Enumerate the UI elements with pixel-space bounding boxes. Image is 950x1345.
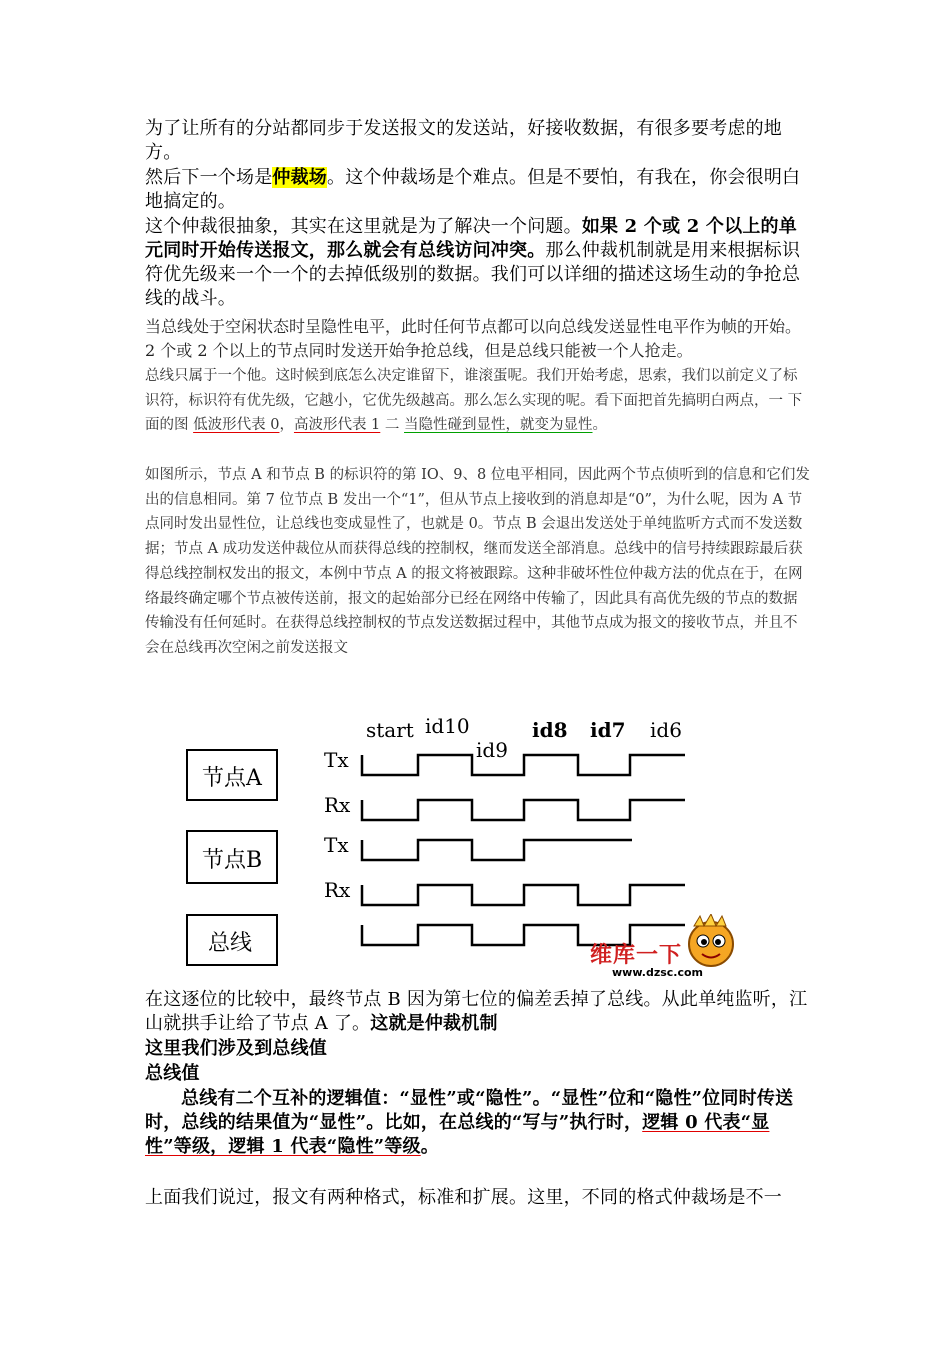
bit-label-id7: id7	[590, 718, 626, 742]
signal-label-rx-a: Rx	[324, 793, 351, 817]
bit-label-id9: id9	[476, 738, 508, 762]
waveform-tx-a	[362, 755, 685, 775]
paragraph-7	[145, 988, 810, 1036]
box-label-node-b: 节点B	[202, 848, 263, 873]
text: 。这个仲裁场是个难点。但是不要怕，有我在，你会很明白地搞定的。	[145, 167, 801, 212]
text: 这个仲裁很抽象，其实在这里就是为了解决一个问题。	[145, 216, 582, 237]
underlined-text: 低波形代表 0	[193, 417, 280, 434]
waveform-rx-b	[362, 885, 685, 905]
bit-label-id6: id6	[650, 718, 682, 742]
heading-text: 总线值	[145, 1063, 200, 1084]
text: 总线只属于一个他。这时候到底怎么决定谁留下，谁滚蛋呢。我们开始考虑，思索，我们以前定义了标识符，标识符有优先级，它越小，它优先级越高。那么怎么实现的呢。看下面把首先搞明白两点，一 下面的图	[145, 368, 803, 434]
paragraph-9	[145, 1186, 810, 1210]
text: 当总线处于空闲状态时呈隐性电平，此时任何节点都可以向总线发送显性电平作为帧的开始。2 个或 2 个以上的节点同时发送开始争抢总线，但是总线只能被一个人抢走。	[145, 317, 802, 360]
waveform-rx-a	[362, 800, 685, 820]
text: ，	[279, 417, 294, 434]
bit-label-start: start	[366, 718, 414, 742]
underlined-text: 逻辑 0 代表“显性”等级，逻辑 1 代表“隐性”等级	[145, 1112, 770, 1157]
heading-text: 这里我们涉及到总线值	[145, 1038, 327, 1059]
heading-bus-value	[145, 1062, 810, 1086]
text: 为了让所有的分站都同步于发送报文的发送站，好接收数据，有很多要考虑的地方。	[145, 118, 782, 163]
text: 那么仲裁机制就是用来根据标识符优先级来一个一个的去掉低级别的数据。我们可以详细的描述这场生动的争抢总线的战斗。	[145, 240, 801, 309]
text: 然后下一个场是	[145, 167, 273, 188]
highlighted-term: 仲裁场	[272, 167, 328, 188]
bit-label-id8: id8	[532, 718, 568, 742]
watermark-text: 维库一下	[590, 943, 683, 968]
paragraph-1	[145, 117, 810, 165]
box-label-bus: 总线	[208, 931, 253, 956]
bold-text: 总线有二个互补的逻辑值：“显性”或“隐性”。“显性”位和“隐性”位同时传送时，总线的结果值为“显性”。比如，在总线的“写与”执行时，	[145, 1088, 794, 1133]
text: 。	[592, 417, 608, 434]
signal-label-tx-b: Tx	[324, 833, 349, 857]
watermark-url: www.dzsc.com	[612, 966, 704, 979]
text: 在这逐位的比较中，最终节点 B 因为第七位的偏差丢掉了总线。从此单纯监听，江山就拱手让给了节点 A 了。	[145, 989, 808, 1034]
text: 上面我们说过，报文有两种格式，标准和扩展。这里，不同的格式仲裁场是不一	[145, 1187, 782, 1208]
bit-label-id10: id10	[425, 714, 470, 738]
waveform-tx-b	[362, 840, 632, 860]
paragraph-4	[145, 315, 810, 363]
signal-label-tx-a: Tx	[324, 748, 349, 772]
paragraph-6	[145, 463, 810, 661]
signal-label-rx-b: Rx	[324, 878, 351, 902]
watermark-logo	[590, 912, 750, 984]
underlined-text: 当隐性碰到显性，就变为显性	[404, 417, 593, 434]
heading-bus-value-intro	[145, 1037, 810, 1061]
paragraph-3	[145, 215, 810, 311]
cartoon-mascot-icon	[682, 914, 740, 972]
text: 如图所示，节点 A 和节点 B 的标识符的第 IO、9、8 位电平相同，因此两个节点侦听到的信息和它们发出的信息相同。第 7 位节点 B 发出一个“1”，但从节点上接收到的消息却是“0”，为什么呢，因为 A 节点同时发出显性位，让总线也变成显性了，也就是 0。节点 B 会退出发送处于单纯监听方式而不发送数据；节点 A 成功发送仲裁位从而获得总线的控制权，继而发送全部消息。总线中的信号持续跟踪最后获得总线控制权发出的报文，本例中节点 A 的报文将被跟踪。这种非破坏性位仲裁方法的优点在于，在网络最终确定哪个节点被传送前，报文的起始部分已经在网络中传输了，因此具有高优先级的节点的数据传输没有任何延时。在获得总线控制权的节点发送数据过程中，其他节点成为报文的接收节点，并且不会在总线再次空闲之前发送报文	[145, 467, 810, 656]
bold-text: 如果 2 个或 2 个以上的单元同时开始传送报文，那么就会有总线访问冲突。	[145, 216, 797, 261]
underlined-text: 高波形代表 1	[293, 417, 381, 434]
bold-text: 。	[420, 1136, 439, 1157]
paragraph-8	[145, 1087, 810, 1159]
text: 二	[380, 417, 405, 434]
paragraph-5	[145, 364, 810, 438]
paragraph-2	[145, 166, 810, 214]
bold-text: 这就是仲裁机制	[370, 1013, 498, 1034]
box-label-node-a: 节点A	[202, 766, 262, 791]
